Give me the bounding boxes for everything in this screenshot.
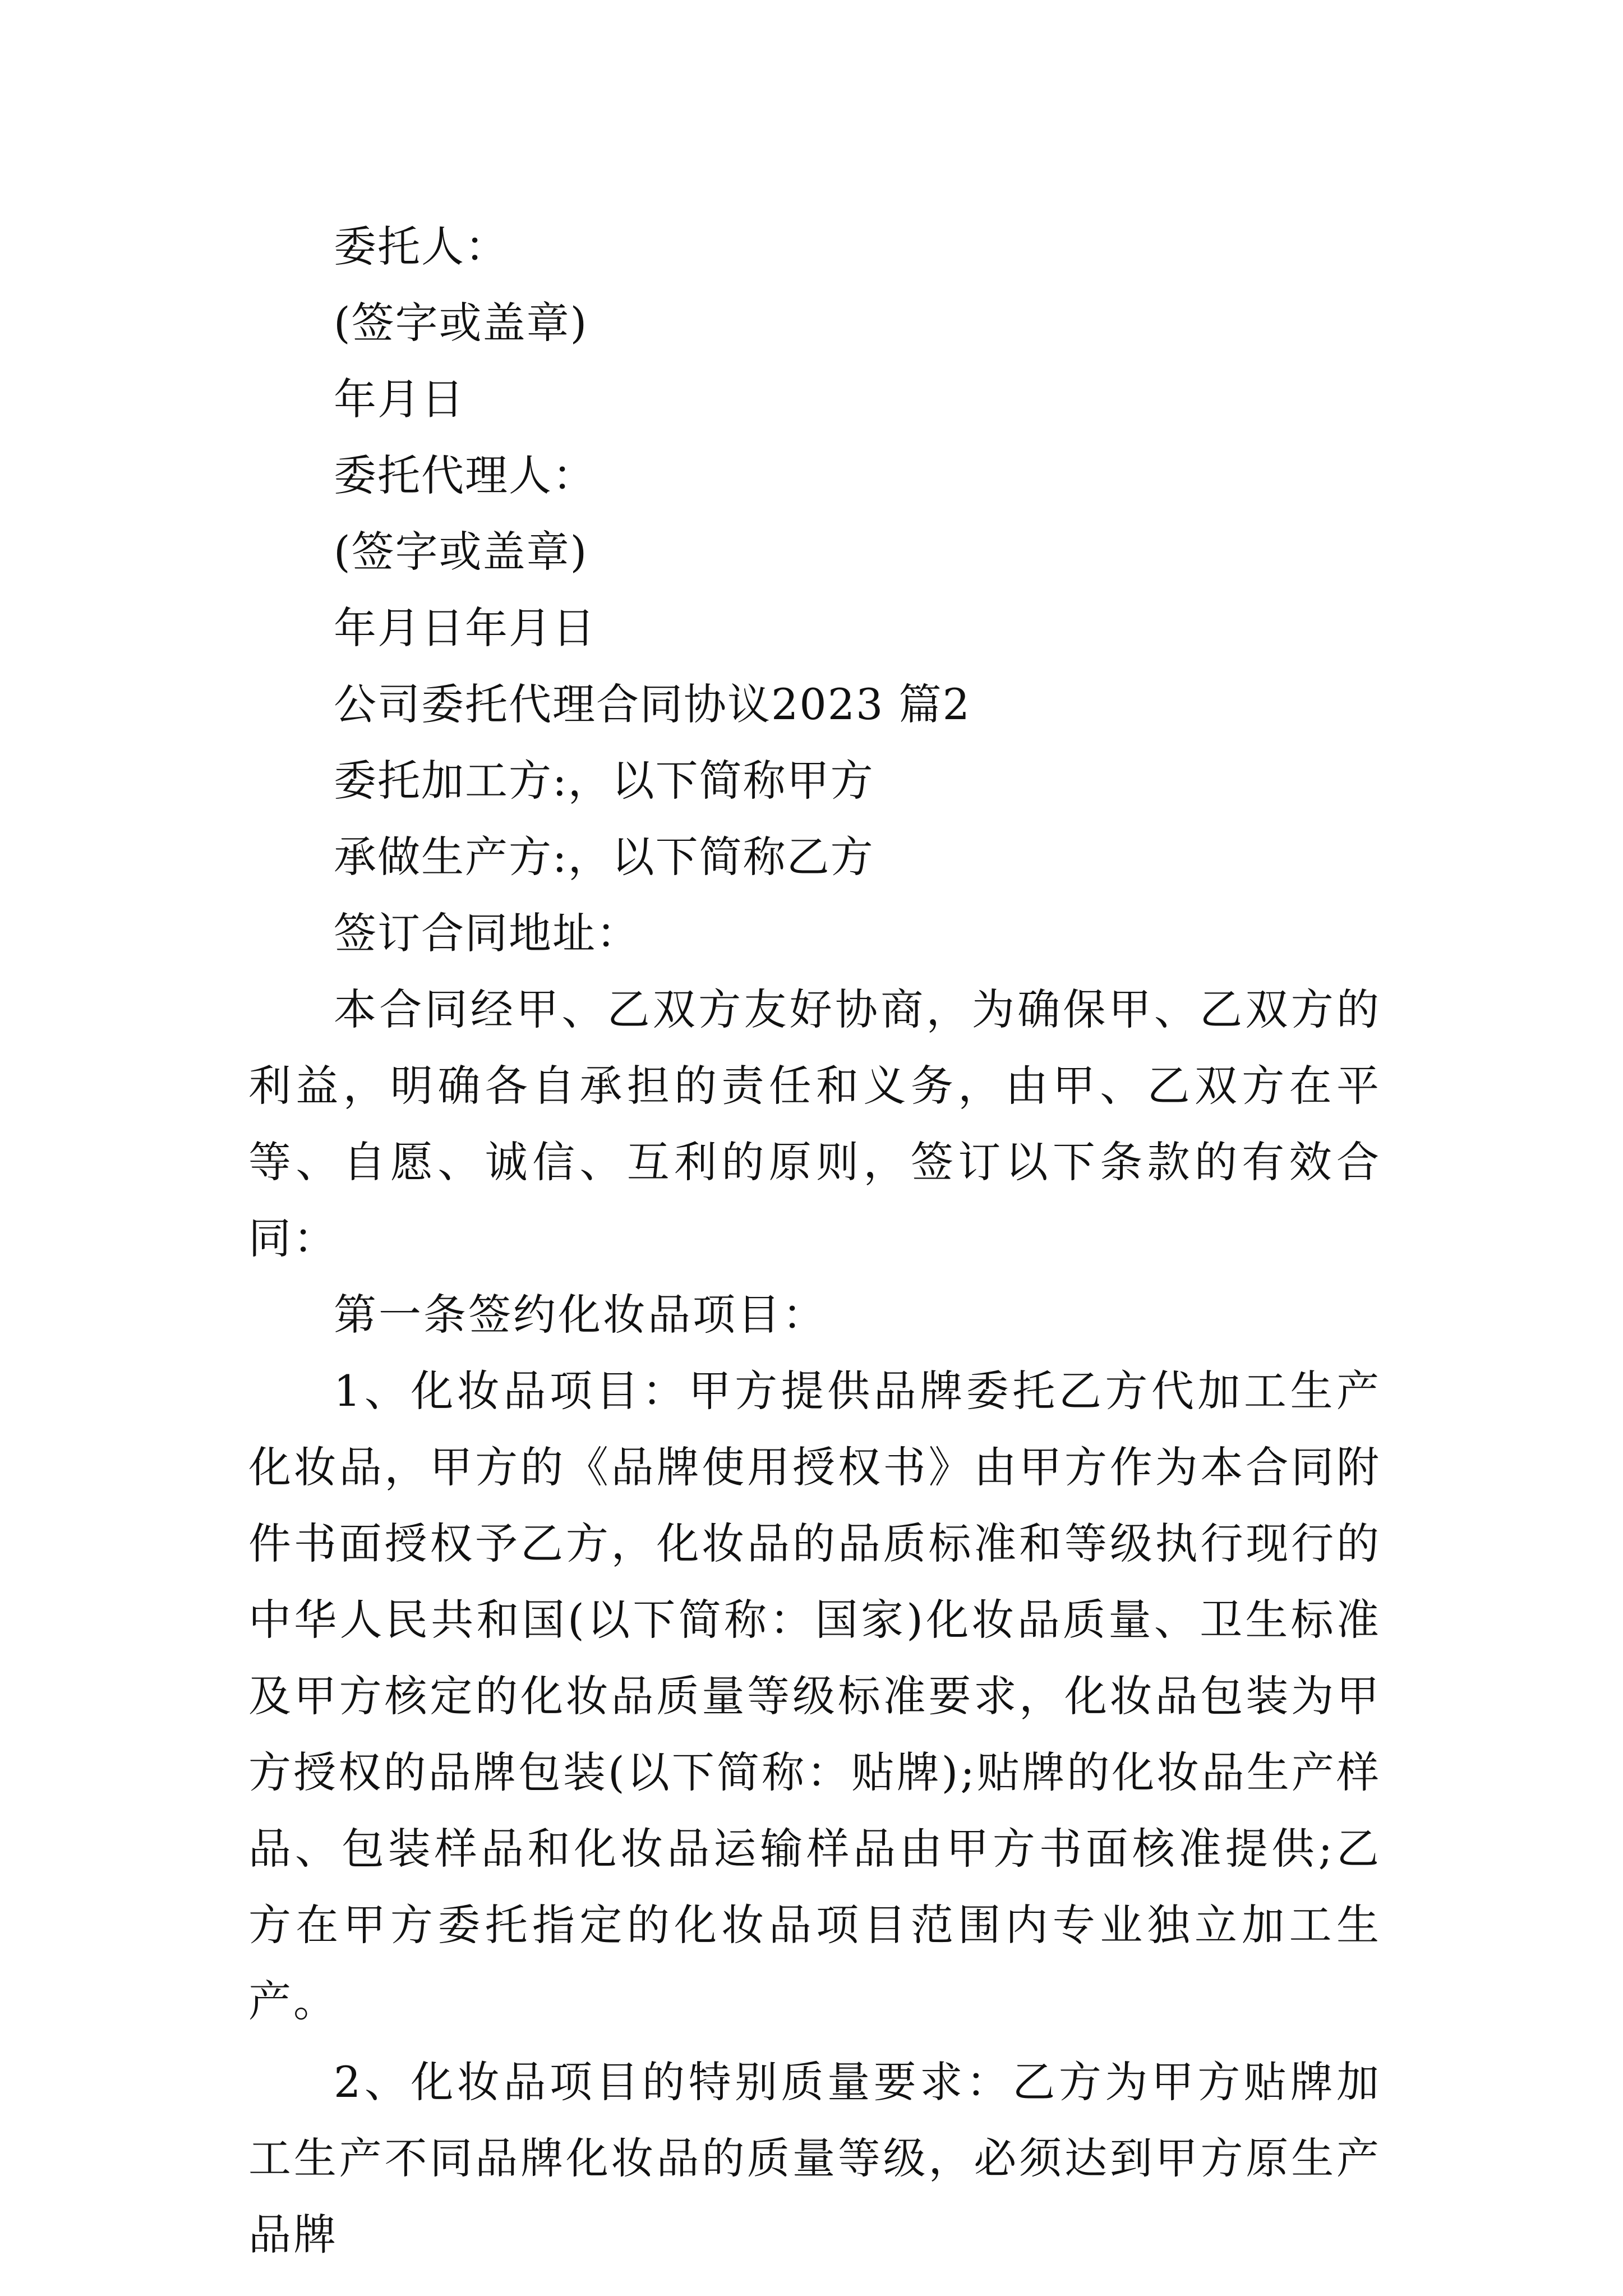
- principal-signature-note: (签字或盖章): [334, 298, 588, 348]
- commissioning-party-line: 委托加工方:，以下简称甲方: [334, 756, 874, 806]
- section-title: 公司委托代理合同协议2023 篇2: [334, 679, 971, 729]
- article-one-item-2: 2、化妆品项目的特别质量要求：乙方为甲方贴牌加工生产不同品牌化妆品的质量等级，必须达到甲方原生产品牌: [248, 2057, 1381, 2260]
- agent-dates: 年月日年月日: [334, 603, 596, 653]
- principal-label: 委托人：: [334, 222, 509, 272]
- agent-label: 委托代理人：: [334, 450, 596, 500]
- article-one-item-1: 1、化妆品项目：甲方提供品牌委托乙方代加工生产化妆品，甲方的《品牌使用授权书》由甲方作为本合同附件书面授权予乙方，化妆品的品质标准和等级执行现行的中华人民共和国(以下简称：国家)化妆品质量、卫生标准及甲方核定的化妆品质量等级标准要求，化妆品包装为甲方授权的品牌包装(以下简称：贴牌);贴牌的化妆品生产样品、包装样品和化妆品运输样品由甲方书面核准提供;乙方在甲方委托指定的化妆品项目范围内专业独立加工生产。: [248, 1366, 1381, 2026]
- article-one-heading: 第一条签约化妆品项目：: [334, 1290, 827, 1340]
- principal-date: 年月日: [334, 374, 465, 424]
- contract-address-line: 签订合同地址：: [334, 908, 640, 958]
- producing-party-line: 承做生产方:，以下简称乙方: [334, 832, 874, 882]
- preamble-paragraph: 本合同经甲、乙双方友好协商，为确保甲、乙双方的利益，明确各自承担的责任和义务，由甲、乙双方在平等、自愿、诚信、互利的原则，签订以下条款的有效合同：: [248, 984, 1381, 1263]
- document-body: [248, 209, 1381, 2273]
- agent-signature-note: (签字或盖章): [334, 527, 588, 577]
